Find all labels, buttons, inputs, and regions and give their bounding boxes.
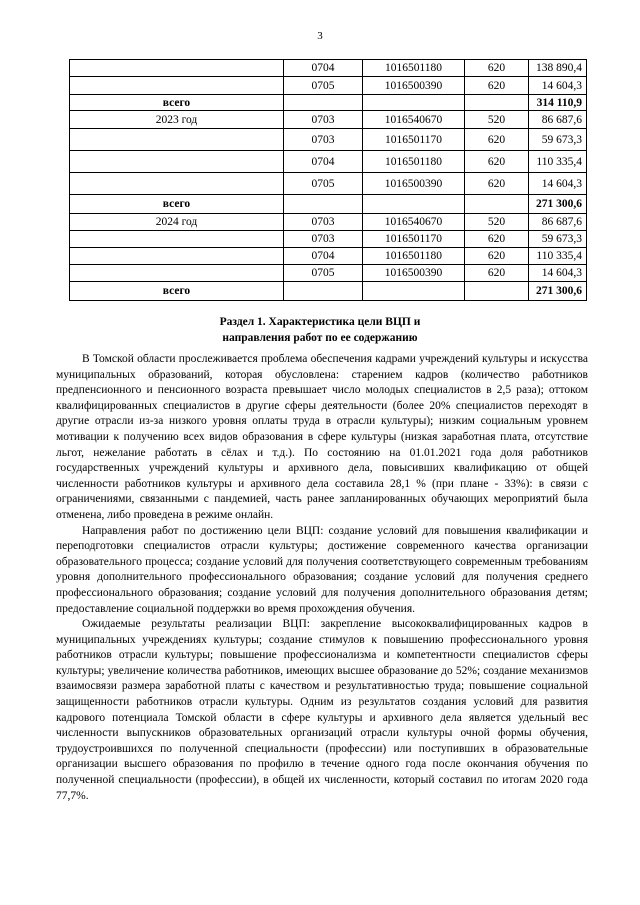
- table-row: [70, 214, 587, 231]
- cell-amount: 59 673,3: [529, 231, 587, 248]
- cell-kind: 620: [465, 173, 529, 195]
- table-row: [70, 111, 587, 129]
- cell-section: 0703: [284, 111, 363, 129]
- cell-year: [70, 265, 284, 282]
- cell-year: [70, 231, 284, 248]
- cell-amount: 14 604,3: [529, 77, 587, 95]
- cell-section: [284, 95, 363, 111]
- cell-amount: 59 673,3: [529, 129, 587, 151]
- paragraph-results: Ожидаемые результаты реализации ВЦП: закрепление высококвалифицированных кадров в муниципальных учреждениях культуры; создание стимулов к повышению профессионального уровня работников отрасли культуры; повышение профессионализма и компетентности специалистов сферы культуры; увеличение количества работников, имеющих высшее образование до 52%; создание механизмов взаимосвязи размера заработной платы с качеством и результативностью труда; повышение социальной защищенности работников отрасли культуры. Одним из результатов создания условий для развития кадрового потенциала Томской области в сфере культуры и архивного дела является удельный вес численности выпускников образовательных организаций отрасли культуры очной формы обучения, трудоустроившихся по полученной специальности (профессии) или поступивших в образовательные организации высшего образования по профилю в течение одного года после окончания обучения по полученной специальности (профессии), в общей их численности, который составил по итогам 2020 года 77,7%.: [56, 618, 588, 802]
- cell-year: [70, 151, 284, 173]
- table-row: [70, 248, 587, 265]
- paragraph-directions: Направления работ по достижению цели ВЦП: создание условий для повышения квалификации и переподготовки специалистов отрасли культуры; достижение современного качества организации образовательного процесса; создание условий для получения соответствующего современным требованиям уровня дополнительного профессионального образования; создание условий для получения среднего профессионального образования; создание условий для получения дополнительного образования детям; предоставление социальной поддержки во время прохождения обучения.: [56, 524, 588, 615]
- cell-year: [70, 77, 284, 95]
- cell-code: [363, 95, 465, 111]
- cell-year: всего: [70, 282, 284, 301]
- cell-code: [363, 195, 465, 214]
- cell-year: 2024 год: [70, 214, 284, 231]
- cell-kind: 620: [465, 231, 529, 248]
- cell-code: 1016500390: [363, 173, 465, 195]
- page-number: 3: [317, 30, 323, 42]
- cell-kind: 520: [465, 111, 529, 129]
- cell-year: [70, 248, 284, 265]
- cell-amount: 86 687,6: [529, 111, 587, 129]
- table-row: [70, 231, 587, 248]
- cell-year: [70, 173, 284, 195]
- section-title: [0, 314, 640, 346]
- table-total-row: [70, 195, 587, 214]
- cell-kind: 620: [465, 151, 529, 173]
- budget-table-body: [70, 60, 587, 301]
- section-title-line-2: направления работ по ее содержанию: [222, 332, 418, 344]
- cell-section: 0703: [284, 214, 363, 231]
- cell-year: [70, 60, 284, 77]
- cell-amount: 314 110,9: [529, 95, 587, 111]
- cell-code: 1016501170: [363, 129, 465, 151]
- table-total-row: [70, 95, 587, 111]
- cell-kind: [465, 282, 529, 301]
- cell-amount: 110 335,4: [529, 248, 587, 265]
- table-row: [70, 129, 587, 151]
- cell-amount: 271 300,6: [529, 195, 587, 214]
- cell-kind: 620: [465, 265, 529, 282]
- cell-amount: 86 687,6: [529, 214, 587, 231]
- cell-amount: 14 604,3: [529, 173, 587, 195]
- cell-code: 1016500390: [363, 265, 465, 282]
- cell-code: [363, 282, 465, 301]
- cell-code: 1016500390: [363, 77, 465, 95]
- cell-section: [284, 195, 363, 214]
- cell-section: 0704: [284, 248, 363, 265]
- cell-year: всего: [70, 195, 284, 214]
- table-row: [70, 151, 587, 173]
- cell-kind: [465, 195, 529, 214]
- cell-section: 0703: [284, 231, 363, 248]
- cell-amount: 110 335,4: [529, 151, 587, 173]
- cell-section: 0704: [284, 151, 363, 173]
- body-text: [56, 352, 588, 804]
- cell-code: 1016540670: [363, 111, 465, 129]
- cell-amount: 14 604,3: [529, 265, 587, 282]
- cell-amount: 138 890,4: [529, 60, 587, 77]
- budget-table: [69, 59, 587, 301]
- table-row: [70, 77, 587, 95]
- cell-section: 0704: [284, 60, 363, 77]
- cell-section: 0705: [284, 77, 363, 95]
- cell-code: 1016540670: [363, 214, 465, 231]
- cell-section: 0705: [284, 265, 363, 282]
- cell-code: 1016501180: [363, 151, 465, 173]
- cell-kind: 520: [465, 214, 529, 231]
- cell-kind: 620: [465, 248, 529, 265]
- section-title-line-1: Раздел 1. Характеристика цели ВЦП и: [219, 316, 421, 328]
- cell-kind: 620: [465, 60, 529, 77]
- cell-year: 2023 год: [70, 111, 284, 129]
- cell-code: 1016501180: [363, 60, 465, 77]
- cell-code: 1016501180: [363, 248, 465, 265]
- cell-section: 0703: [284, 129, 363, 151]
- cell-year: [70, 129, 284, 151]
- cell-section: [284, 282, 363, 301]
- cell-kind: 620: [465, 129, 529, 151]
- cell-code: 1016501170: [363, 231, 465, 248]
- table-row: [70, 60, 587, 77]
- cell-year: всего: [70, 95, 284, 111]
- table-row: [70, 173, 587, 195]
- table-total-row: [70, 282, 587, 301]
- paragraph-problem: В Томской области прослеживается проблема обеспечения кадрами учреждений культуры и искусства муниципальных образований, которая обусловлена: старением кадров (количество работников предпенсионного и пенсионного возраста превышает число молодых специалистов в 2,5 раза); оттоком квалифицированных специалистов в другие сферы деятельности (более 20% специалистов переходят в другие отрасли из-за низкого уровня оплаты труда в отрасли культуры); низким социальным уровнем мотивации к получению всех видов образования в сфере культуры (низкая заработная плата, отсутствие льгот, нежелание работать в сёлах и т.д.). По состоянию на 01.01.2021 года доля работников государственных учреждений культуры и архивного дела, повысивших квалификацию от общей численности работников культуры и архивного дела составила 28,1 % (при плане - 33%): в связи с ограничениями, связанными с пандемией, часть ранее запланированных обучающих мероприятий была отменена, либо проведена в режиме онлайн.: [56, 353, 588, 521]
- cell-kind: 620: [465, 77, 529, 95]
- table-row: [70, 265, 587, 282]
- cell-amount: 271 300,6: [529, 282, 587, 301]
- cell-section: 0705: [284, 173, 363, 195]
- cell-kind: [465, 95, 529, 111]
